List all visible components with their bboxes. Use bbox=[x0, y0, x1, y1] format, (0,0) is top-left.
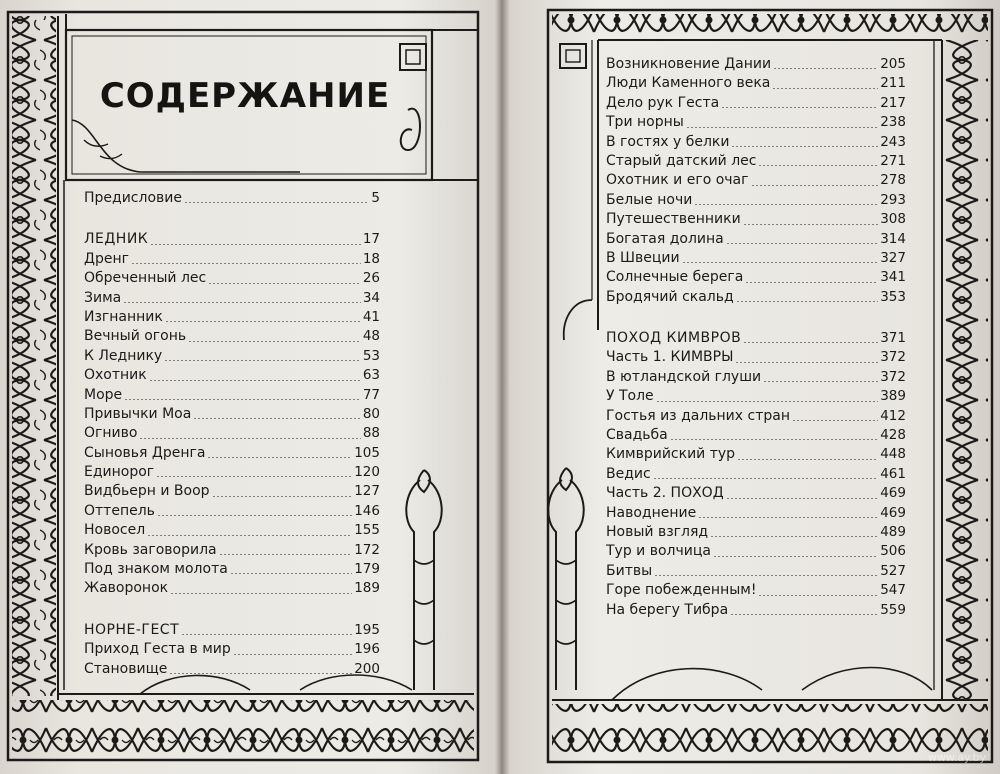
toc-entry-page: 77 bbox=[362, 386, 380, 403]
toc-entry-page: 372 bbox=[880, 349, 906, 366]
toc-entry-page: 127 bbox=[354, 483, 380, 500]
toc-entry-title: Тур и волчица bbox=[606, 543, 711, 560]
toc-entry-page: 372 bbox=[880, 368, 906, 385]
toc-entry-page: 80 bbox=[362, 405, 380, 422]
toc-entry-title: Дело рук Геста bbox=[606, 94, 720, 111]
toc-entry bbox=[606, 348, 906, 367]
toc-leader-dots bbox=[694, 204, 878, 205]
toc-entry-page: 389 bbox=[880, 388, 906, 405]
toc-entry bbox=[606, 191, 906, 210]
toc-entry-page: 547 bbox=[880, 582, 906, 599]
toc-entry-page: 412 bbox=[880, 407, 906, 424]
toc-entry bbox=[606, 210, 906, 229]
toc-leader-dots bbox=[736, 301, 879, 302]
toc-leader-dots bbox=[698, 517, 878, 518]
toc-entry bbox=[84, 424, 380, 443]
toc-entry-page: 155 bbox=[354, 522, 380, 539]
toc-entry bbox=[84, 327, 380, 346]
toc-leader-dots bbox=[164, 360, 361, 361]
toc-entry-title: К Леднику bbox=[84, 347, 163, 364]
toc-entry-title: Сыновья Дренга bbox=[84, 444, 206, 461]
toc-section-entry bbox=[84, 621, 380, 640]
toc-entry bbox=[84, 579, 380, 598]
toc-entry bbox=[84, 308, 380, 327]
toc-entry-page: 341 bbox=[880, 269, 906, 286]
toc-entry-title: ЛЕДНИК bbox=[84, 231, 149, 248]
toc-entry-page: 353 bbox=[880, 288, 906, 305]
toc-entry-page: 189 bbox=[354, 580, 380, 597]
toc-leader-dots bbox=[149, 380, 361, 381]
toc-leader-dots bbox=[751, 185, 879, 186]
toc-gap bbox=[606, 307, 906, 329]
toc-entry-page: 271 bbox=[880, 152, 906, 169]
toc-entry-title: Охотник и его очаг bbox=[606, 172, 749, 189]
toc-entry-title: Белые ночи bbox=[606, 191, 693, 208]
toc-leader-dots bbox=[743, 224, 879, 225]
toc-entry bbox=[606, 601, 906, 620]
toc-leader-dots bbox=[792, 420, 878, 421]
toc-entry bbox=[606, 288, 906, 307]
toc-entry-page: 41 bbox=[362, 308, 380, 325]
toc-entry-page: 527 bbox=[880, 562, 906, 579]
toc-entry-title: У Толе bbox=[606, 388, 654, 405]
toc-entry-page: 211 bbox=[880, 75, 906, 92]
toc-entry bbox=[606, 581, 906, 600]
toc-entry bbox=[606, 542, 906, 561]
toc-entry bbox=[606, 523, 906, 542]
toc-entry-title: Становище bbox=[84, 660, 168, 677]
toc-entry-page: 205 bbox=[880, 56, 906, 72]
toc-entry-title: В гостях у белки bbox=[606, 133, 730, 150]
toc-entry-page: 469 bbox=[880, 504, 906, 521]
toc-entry-title: Старый датский лес bbox=[606, 152, 757, 169]
toc-entry-page: 179 bbox=[354, 561, 380, 578]
toc-gap bbox=[84, 599, 380, 621]
toc-entry bbox=[84, 660, 380, 679]
toc-entry bbox=[84, 444, 380, 463]
toc-entry-title: Богатая долина bbox=[606, 230, 724, 247]
toc-leader-dots bbox=[735, 362, 878, 363]
toc-entry-title: Зима bbox=[84, 289, 122, 306]
toc-entry bbox=[84, 250, 380, 269]
toc-entry-title: Солнечные берега bbox=[606, 269, 744, 286]
toc-entry-page: 88 bbox=[362, 425, 380, 442]
toc-leader-dots bbox=[124, 399, 361, 400]
toc-leader-dots bbox=[170, 593, 352, 594]
toc-entry-title: Горе побежденным! bbox=[606, 582, 757, 599]
right-page bbox=[502, 0, 1000, 774]
toc-entry-title: Кровь заговорила bbox=[84, 541, 217, 558]
toc-entry-page: 327 bbox=[880, 249, 906, 266]
toc-entry-title: В ютландской глуши bbox=[606, 368, 762, 385]
toc-entry-page: 308 bbox=[880, 211, 906, 228]
toc-entry-page: 196 bbox=[354, 641, 380, 658]
toc-entry-title: На берегу Тибра bbox=[606, 601, 729, 618]
toc-entry bbox=[606, 368, 906, 387]
toc-entry-title: Наводнение bbox=[606, 504, 697, 521]
toc-entry-title: Под знаком молота bbox=[84, 561, 228, 578]
toc-leader-dots bbox=[156, 476, 352, 477]
toc-entry-title: Кимврийский тур bbox=[606, 446, 736, 463]
toc-entry-title: Вечный огонь bbox=[84, 328, 187, 345]
toc-entry-title: Привычки Моа bbox=[84, 405, 192, 422]
toc-leader-dots bbox=[207, 457, 352, 458]
toc-entry-page: 146 bbox=[354, 502, 380, 519]
toc-entry-title: Дренг bbox=[84, 250, 129, 267]
toc-entry-title: Обреченный лес bbox=[84, 270, 207, 287]
toc-entry-title: Приход Геста в мир bbox=[84, 641, 231, 658]
toc-leader-dots bbox=[188, 341, 361, 342]
toc-entry-title: Возникновение Дании bbox=[606, 56, 772, 72]
toc-leader-dots bbox=[123, 302, 361, 303]
toc-entry-page: 5 bbox=[371, 190, 380, 206]
toc-entry-title: Свадьба bbox=[606, 427, 668, 444]
toc-entry-title: Охотник bbox=[84, 367, 147, 384]
toc-leader-dots bbox=[773, 68, 878, 69]
toc-entry-page: 559 bbox=[880, 601, 906, 618]
toc-entry bbox=[606, 387, 906, 406]
toc-leader-dots bbox=[682, 262, 879, 263]
toc-entry-title: НОРНЕ-ГЕСТ bbox=[84, 621, 180, 638]
toc-leader-dots bbox=[233, 654, 352, 655]
toc-leader-dots bbox=[157, 515, 352, 516]
toc-entry bbox=[84, 463, 380, 482]
toc-entry-page: 63 bbox=[362, 367, 380, 384]
toc-entry-title: Новый взгляд bbox=[606, 523, 709, 540]
toc-entry-title: Видбьерн и Воор bbox=[84, 483, 210, 500]
toc-entry-title: Жаворонок bbox=[84, 580, 169, 597]
toc-entry-title: Огниво bbox=[84, 425, 138, 442]
toc-entry-page: 53 bbox=[362, 347, 380, 364]
toc-leader-dots bbox=[139, 438, 360, 439]
toc-entry-page: 469 bbox=[880, 485, 906, 502]
toc-leader-dots bbox=[150, 244, 361, 245]
toc-section-entry bbox=[84, 230, 380, 249]
toc-leader-dots bbox=[758, 595, 878, 596]
toc-entry-page: 18 bbox=[362, 250, 380, 267]
toc-entry-title: ПОХОД КИМВРОВ bbox=[606, 330, 742, 347]
toc-entry-page: 489 bbox=[880, 523, 906, 540]
toc-entry bbox=[606, 249, 906, 268]
toc-entry bbox=[84, 560, 380, 579]
toc-leader-dots bbox=[654, 575, 878, 576]
toc-leader-dots bbox=[758, 165, 878, 166]
toc-leader-dots bbox=[743, 342, 878, 343]
toc-entry-title: Предисловие bbox=[84, 190, 182, 206]
toc-entry-page: 371 bbox=[880, 330, 906, 347]
toc-entry bbox=[606, 230, 906, 249]
toc-entry-page: 172 bbox=[354, 541, 380, 558]
toc-entry-page: 448 bbox=[880, 446, 906, 463]
toc-entry-title: Три норны bbox=[606, 114, 684, 131]
toc-entry-title: Ведис bbox=[606, 465, 651, 482]
toc-entry-page: 34 bbox=[362, 289, 380, 306]
toc-entry-page: 200 bbox=[354, 660, 380, 677]
toc-entry bbox=[606, 268, 906, 287]
toc-leader-dots bbox=[772, 88, 878, 89]
toc-entry bbox=[606, 133, 906, 152]
toc-leader-dots bbox=[726, 243, 878, 244]
watermark: www.ay.by bbox=[927, 751, 986, 764]
toc-entry bbox=[606, 171, 906, 190]
toc-leader-dots bbox=[219, 554, 353, 555]
toc-entry bbox=[606, 504, 906, 523]
toc-entry-page: 428 bbox=[880, 427, 906, 444]
toc-entry bbox=[84, 347, 380, 366]
toc-list-right bbox=[606, 55, 906, 620]
toc-leader-dots bbox=[730, 614, 878, 615]
toc-entry bbox=[84, 502, 380, 521]
left-page bbox=[0, 0, 498, 774]
toc-leader-dots bbox=[208, 283, 361, 284]
toc-list-left bbox=[84, 189, 380, 679]
toc-leader-dots bbox=[713, 556, 878, 557]
toc-entry-page: 506 bbox=[880, 543, 906, 560]
toc-leader-dots bbox=[710, 536, 878, 537]
toc-entry bbox=[84, 289, 380, 308]
toc-entry bbox=[84, 482, 380, 501]
toc-entry-title: Бродячий скальд bbox=[606, 288, 734, 305]
toc-entry bbox=[606, 484, 906, 503]
toc-title: СОДЕРЖАНИЕ bbox=[99, 76, 391, 116]
toc-leader-dots bbox=[181, 634, 352, 635]
toc-leader-dots bbox=[686, 127, 878, 128]
toc-leader-dots bbox=[169, 673, 352, 674]
toc-entry-title: В Швеции bbox=[606, 249, 680, 266]
toc-leader-dots bbox=[184, 202, 369, 203]
toc-leader-dots bbox=[131, 263, 361, 264]
toc-leader-dots bbox=[656, 401, 879, 402]
toc-entry bbox=[84, 269, 380, 288]
toc-entry bbox=[606, 426, 906, 445]
toc-entry bbox=[606, 445, 906, 464]
toc-entry-page: 105 bbox=[354, 444, 380, 461]
toc-leader-dots bbox=[147, 535, 352, 536]
toc-entry-title: Изгнанник bbox=[84, 308, 163, 325]
toc-entry-page: 238 bbox=[880, 114, 906, 131]
toc-leader-dots bbox=[165, 321, 361, 322]
toc-entry-title: Новосел bbox=[84, 522, 146, 539]
toc-entry-page: 243 bbox=[880, 133, 906, 150]
toc-entry bbox=[84, 521, 380, 540]
toc-entry-page: 120 bbox=[354, 464, 380, 481]
toc-entry bbox=[84, 405, 380, 424]
toc-entry-title: Оттепель bbox=[84, 502, 155, 519]
toc-entry-title: Битвы bbox=[606, 562, 653, 579]
toc-entry-title: Путешественники bbox=[606, 211, 741, 228]
toc-entry-page: 17 bbox=[362, 231, 380, 248]
toc-gap bbox=[84, 208, 380, 230]
toc-entry-page: 48 bbox=[362, 328, 380, 345]
toc-leader-dots bbox=[670, 439, 878, 440]
toc-entry bbox=[84, 366, 380, 385]
toc-entry bbox=[84, 189, 380, 208]
toc-entry-page: 195 bbox=[354, 621, 380, 638]
toc-leader-dots bbox=[763, 381, 878, 382]
toc-entry-title: Часть 2. ПОХОД bbox=[606, 485, 724, 502]
toc-entry-page: 314 bbox=[880, 230, 906, 247]
toc-entry bbox=[606, 407, 906, 426]
toc-leader-dots bbox=[212, 496, 353, 497]
toc-entry-page: 293 bbox=[880, 191, 906, 208]
toc-leader-dots bbox=[726, 498, 879, 499]
toc-leader-dots bbox=[731, 146, 878, 147]
toc-entry bbox=[606, 55, 906, 74]
toc-entry bbox=[606, 465, 906, 484]
toc-leader-dots bbox=[745, 282, 878, 283]
toc-leader-dots bbox=[721, 107, 878, 108]
toc-entry-title: Единорог bbox=[84, 464, 155, 481]
toc-leader-dots bbox=[230, 573, 352, 574]
toc-entry-title: Гостья из дальних стран bbox=[606, 407, 790, 424]
toc-leader-dots bbox=[653, 478, 879, 479]
toc-leader-dots bbox=[737, 459, 878, 460]
toc-entry bbox=[606, 74, 906, 93]
toc-entry-title: Люди Каменного века bbox=[606, 75, 771, 92]
toc-entry bbox=[84, 386, 380, 405]
toc-entry-title: Часть 1. КИМВРЫ bbox=[606, 349, 734, 366]
toc-entry-page: 461 bbox=[880, 465, 906, 482]
toc-leader-dots bbox=[193, 418, 360, 419]
toc-entry-page: 278 bbox=[880, 172, 906, 189]
toc-entry bbox=[606, 562, 906, 581]
toc-entry bbox=[84, 541, 380, 560]
toc-entry bbox=[606, 152, 906, 171]
toc-entry-page: 26 bbox=[362, 270, 380, 287]
toc-section-entry bbox=[606, 329, 906, 348]
toc-entry bbox=[606, 113, 906, 132]
toc-entry bbox=[606, 94, 906, 113]
toc-entry bbox=[84, 640, 380, 659]
toc-entry-page: 217 bbox=[880, 94, 906, 111]
toc-entry-title: Море bbox=[84, 386, 123, 403]
